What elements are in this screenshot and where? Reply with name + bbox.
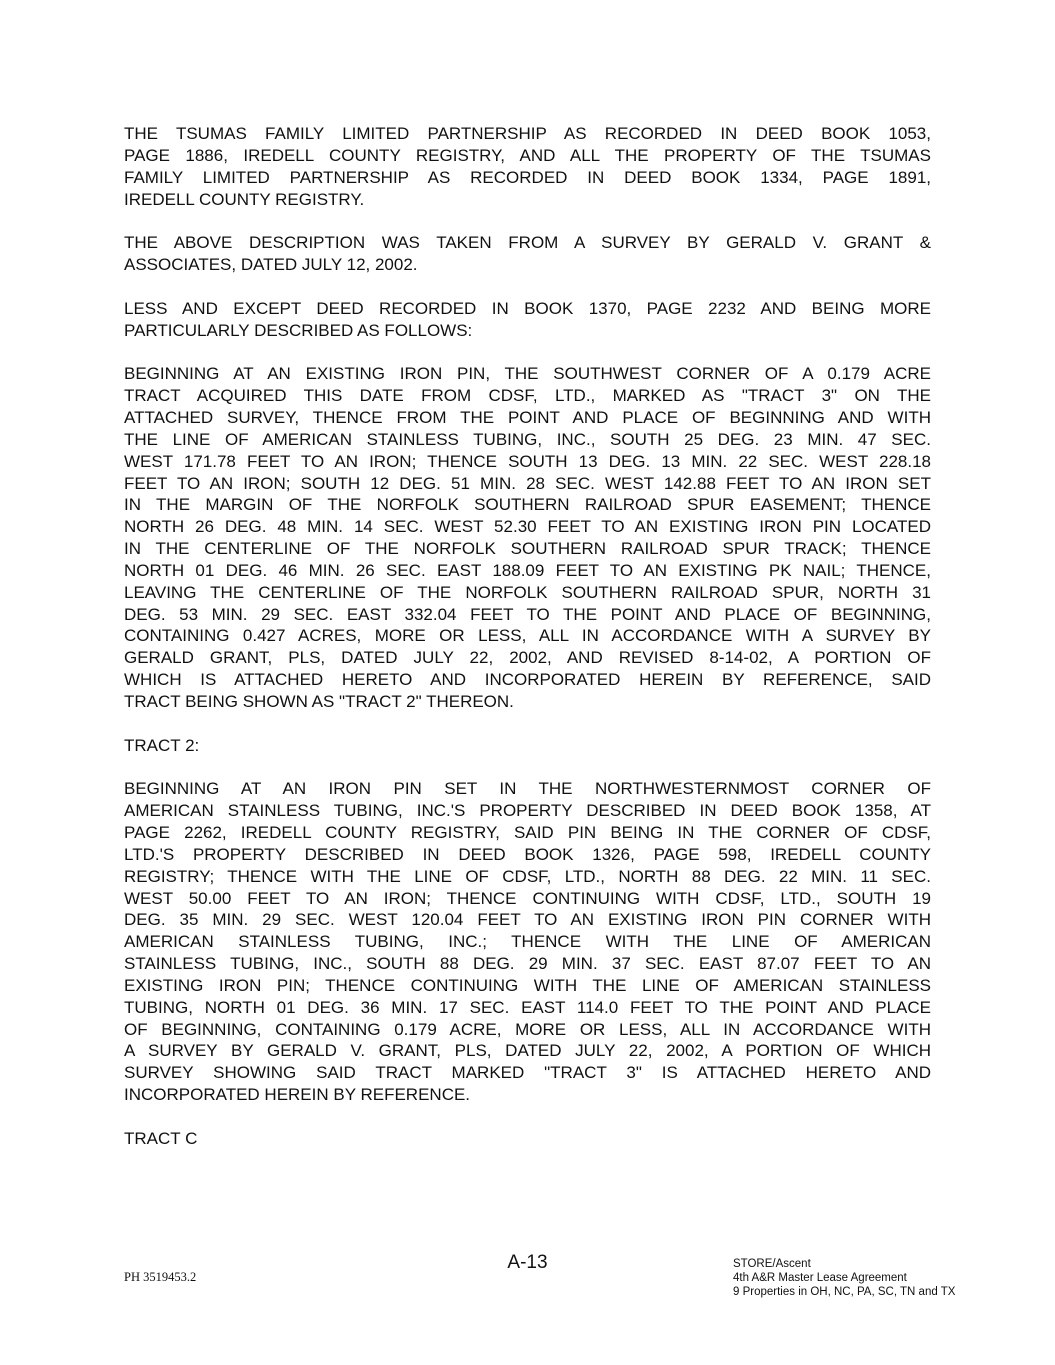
footer-line: STORE/Ascent bbox=[733, 1258, 811, 1270]
text-line: GERALD GRANT, PLS, DATED JULY 22, 2002, AND REVISED 8-14-02, A PORTION OF bbox=[124, 648, 931, 668]
text-line: WEST 50.00 FEET TO AN IRON; THENCE CONTINUING WITH CDSF, LTD., SOUTH 19 bbox=[124, 888, 931, 908]
text-line: TRACT BEING SHOWN AS "TRACT 2" THEREON. bbox=[124, 691, 514, 711]
text-line: LTD.'S PROPERTY DESCRIBED IN DEED BOOK 1326, PAGE 598, IREDELL COUNTY bbox=[124, 844, 931, 864]
text-line: LEAVING THE CENTERLINE OF THE NORFOLK SOUTHERN RAILROAD SPUR, NORTH 31 bbox=[124, 582, 931, 602]
paragraph bbox=[124, 735, 931, 757]
text-line: CONTAINING 0.427 ACRES, MORE OR LESS, ALL IN ACCORDANCE WITH A SURVEY BY bbox=[124, 626, 931, 646]
footer-line: 9 Properties in OH, NC, PA, SC, TN and TX bbox=[733, 1286, 956, 1298]
page-number: A-13 bbox=[507, 1252, 548, 1273]
paragraph bbox=[124, 123, 931, 210]
text-line: TRACT C bbox=[124, 1128, 198, 1148]
text-line: STAINLESS TUBING, INC., SOUTH 88 DEG. 29 MIN. 37 SEC. EAST 87.07 FEET TO AN bbox=[124, 954, 931, 974]
paragraph bbox=[124, 1128, 931, 1150]
text-line: REGISTRY; THENCE WITH THE LINE OF CDSF, LTD., NORTH 88 DEG. 22 MIN. 11 SEC. bbox=[124, 866, 931, 886]
paragraph bbox=[124, 298, 931, 342]
text-line: TRACT 2: bbox=[124, 735, 200, 755]
text-line: NORTH 01 DEG. 46 MIN. 26 SEC. EAST 188.09 FEET TO AN EXISTING PK NAIL; THENCE, bbox=[124, 560, 931, 580]
text-line: THE ABOVE DESCRIPTION WAS TAKEN FROM A SURVEY BY GERALD V. GRANT & bbox=[124, 233, 931, 253]
text-line: PAGE 2262, IREDELL COUNTY REGISTRY, SAID PIN BEING IN THE CORNER OF CDSF, bbox=[124, 823, 931, 842]
text-line: FAMILY LIMITED PARTNERSHIP AS RECORDED IN DEED BOOK 1334, PAGE 1891, bbox=[124, 167, 931, 187]
footer-right bbox=[733, 1257, 955, 1299]
text-line: PARTICULARLY DESCRIBED AS FOLLOWS: bbox=[124, 320, 473, 340]
text-line: FEET TO AN IRON; SOUTH 12 DEG. 51 MIN. 28 SEC. WEST 142.88 FEET TO AN IRON SET bbox=[124, 473, 931, 493]
text-line: BEGINNING AT AN IRON PIN SET IN THE NORTHWESTERNMOST CORNER OF bbox=[124, 779, 931, 799]
document-body bbox=[124, 123, 931, 1172]
paragraph bbox=[124, 778, 931, 1106]
text-line: EXISTING IRON PIN; THENCE CONTINUING WITH THE LINE OF AMERICAN STAINLESS bbox=[124, 975, 931, 995]
text-line: AMERICAN STAINLESS TUBING, INC.; THENCE WITH THE LINE OF AMERICAN bbox=[124, 932, 931, 952]
text-line: IREDELL COUNTY REGISTRY. bbox=[124, 189, 365, 209]
text-line: TRACT ACQUIRED THIS DATE FROM CDSF, LTD., MARKED AS "TRACT 3" ON THE bbox=[124, 386, 931, 406]
text-line: ATTACHED SURVEY, THENCE FROM THE POINT AND PLACE OF BEGINNING AND WITH bbox=[124, 407, 931, 427]
text-line: THE TSUMAS FAMILY LIMITED PARTNERSHIP AS RECORDED IN DEED BOOK 1053, bbox=[124, 124, 931, 143]
text-line: DEG. 35 MIN. 29 SEC. WEST 120.04 FEET TO AN EXISTING IRON PIN CORNER WITH bbox=[124, 910, 931, 930]
text-line: TUBING, NORTH 01 DEG. 36 MIN. 17 SEC. EAST 114.0 FEET TO THE POINT AND PLACE bbox=[124, 997, 931, 1017]
text-line: ASSOCIATES, DATED JULY 12, 2002. bbox=[124, 255, 418, 275]
document-id: PH 3519453.2 bbox=[124, 1270, 197, 1284]
text-line: LESS AND EXCEPT DEED RECORDED IN BOOK 1370, PAGE 2232 AND BEING MORE bbox=[124, 298, 931, 318]
text-line: BEGINNING AT AN EXISTING IRON PIN, THE SOUTHWEST CORNER OF A 0.179 ACRE bbox=[124, 364, 931, 384]
text-line: OF BEGINNING, CONTAINING 0.179 ACRE, MORE OR LESS, ALL IN ACCORDANCE WITH bbox=[124, 1019, 931, 1039]
footer-line: 4th A&R Master Lease Agreement bbox=[733, 1272, 907, 1284]
text-line: NORTH 26 DEG. 48 MIN. 14 SEC. WEST 52.30 FEET TO AN EXISTING IRON PIN LOCATED bbox=[124, 517, 931, 537]
text-line: WEST 171.78 FEET TO AN IRON; THENCE SOUTH 13 DEG. 13 MIN. 22 SEC. WEST 228.18 bbox=[124, 451, 931, 471]
text-line: DEG. 53 MIN. 29 SEC. EAST 332.04 FEET TO THE POINT AND PLACE OF BEGINNING, bbox=[124, 604, 931, 624]
text-line: IN THE CENTERLINE OF THE NORFOLK SOUTHERN RAILROAD SPUR TRACK; THENCE bbox=[124, 539, 931, 559]
text-line: SURVEY SHOWING SAID TRACT MARKED "TRACT 3" IS ATTACHED HERETO AND bbox=[124, 1063, 931, 1083]
text-line: IN THE MARGIN OF THE NORFOLK SOUTHERN RAILROAD SPUR EASEMENT; THENCE bbox=[124, 495, 931, 515]
text-line: PAGE 1886, IREDELL COUNTY REGISTRY, AND ALL THE PROPERTY OF THE TSUMAS bbox=[124, 145, 931, 165]
text-line: INCORPORATED HEREIN BY REFERENCE. bbox=[124, 1085, 471, 1105]
text-line: AMERICAN STAINLESS TUBING, INC.'S PROPERTY DESCRIBED IN DEED BOOK 1358, AT bbox=[124, 801, 931, 821]
text-line: WHICH IS ATTACHED HERETO AND INCORPORATED HEREIN BY REFERENCE, SAID bbox=[124, 670, 931, 690]
text-line: A SURVEY BY GERALD V. GRANT, PLS, DATED JULY 22, 2002, A PORTION OF WHICH bbox=[124, 1041, 931, 1061]
text-line: THE LINE OF AMERICAN STAINLESS TUBING, INC., SOUTH 25 DEG. 23 MIN. 47 SEC. bbox=[124, 429, 931, 449]
paragraph bbox=[124, 232, 931, 276]
paragraph bbox=[124, 363, 931, 713]
